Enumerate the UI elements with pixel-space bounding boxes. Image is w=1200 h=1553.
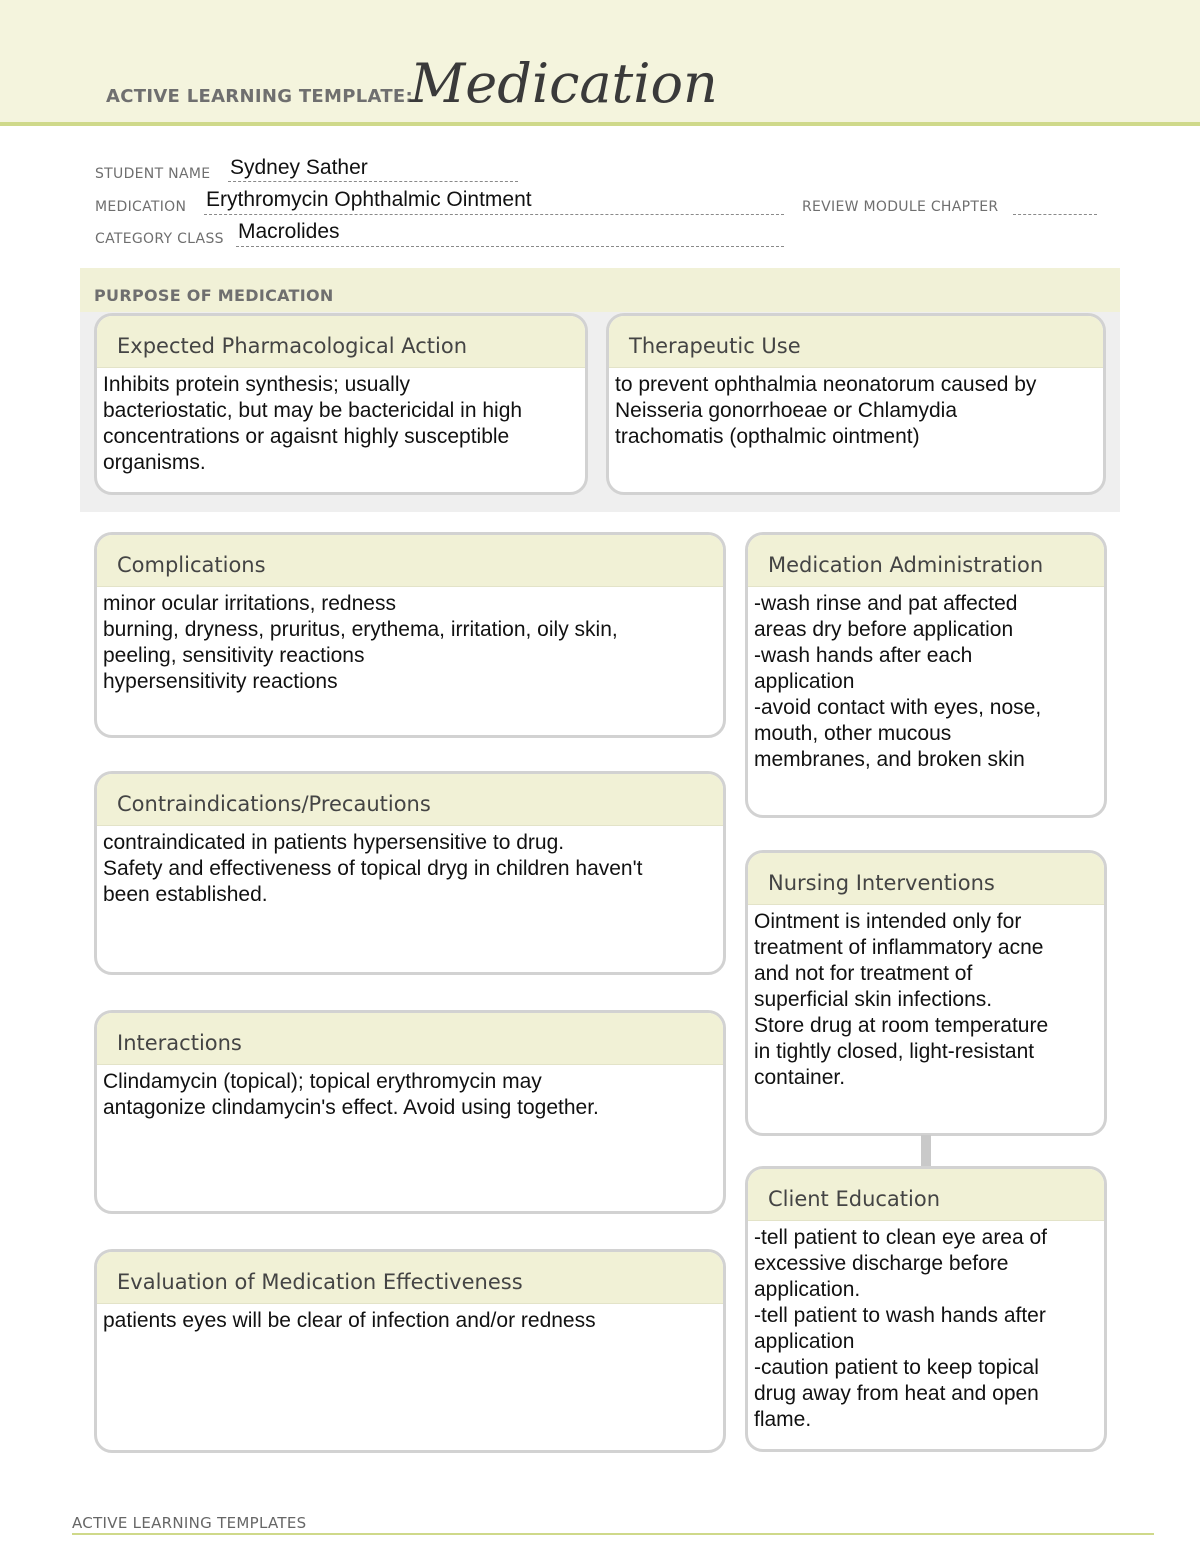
administration-body: [748, 587, 1104, 773]
therapeutic-use-heading: Therapeutic Use: [609, 316, 1103, 368]
interactions-heading: Interactions: [97, 1013, 723, 1065]
client-education-line: excessive discharge before: [754, 1252, 1009, 1275]
contraindications-line: Safety and effectiveness of topical dryg in children haven't: [103, 857, 643, 880]
administration-line: membranes, and broken skin: [754, 748, 1025, 771]
medication-label: MEDICATION: [95, 199, 187, 215]
client-education-heading: Client Education: [748, 1169, 1104, 1221]
expected-action-heading: Expected Pharmacological Action: [97, 316, 585, 368]
expected-action-body: [97, 368, 585, 476]
nursing-card: [745, 850, 1107, 1136]
nursing-line: Store drug at room temperature: [754, 1014, 1049, 1037]
client-education-line: -tell patient to wash hands after: [754, 1304, 1046, 1327]
client-education-line: application.: [754, 1278, 861, 1301]
therapeutic-use-line: Neisseria gonorrhoeae or Chlamydia: [615, 399, 958, 422]
expected-action-line: concentrations or agaisnt highly susceptible: [103, 425, 510, 448]
expected-action-line: bacteriostatic, but may be bactericidal in high: [103, 399, 523, 422]
student-name-field[interactable]: Sydney Sather: [230, 156, 368, 179]
nursing-line: Ointment is intended only for: [754, 910, 1022, 933]
contraindications-line: been established.: [103, 883, 268, 906]
connector-bar: [921, 1135, 931, 1167]
complications-line: peeling, sensitivity reactions: [103, 644, 365, 667]
evaluation-heading: Evaluation of Medication Effectiveness: [97, 1252, 723, 1304]
client-education-body: [748, 1221, 1104, 1433]
category-class-label: CATEGORY CLASS: [95, 231, 224, 247]
interactions-line: antagonize clindamycin's effect. Avoid using together.: [103, 1096, 599, 1119]
footer-rule: [72, 1533, 1154, 1535]
administration-line: -wash rinse and pat affected: [754, 592, 1018, 615]
contraindications-line: contraindicated in patients hypersensitive to drug.: [103, 831, 565, 854]
evaluation-line: patients eyes will be clear of infection and/or redness: [103, 1309, 596, 1332]
interactions-card: [94, 1010, 726, 1214]
expected-action-card: [94, 313, 588, 495]
administration-line: mouth, other mucous: [754, 722, 952, 745]
expected-action-line: organisms.: [103, 451, 206, 474]
category-class-line: [236, 246, 784, 247]
review-module-label: REVIEW MODULE CHAPTER: [802, 199, 999, 215]
footer-label: ACTIVE LEARNING TEMPLATES: [72, 1514, 307, 1532]
expected-action-line: Inhibits protein synthesis; usually: [103, 373, 410, 396]
administration-line: -avoid contact with eyes, nose,: [754, 696, 1042, 719]
category-class-field[interactable]: Macrolides: [238, 220, 340, 243]
client-education-line: application: [754, 1330, 855, 1353]
therapeutic-use-line: to prevent ophthalmia neonatorum caused by: [615, 373, 1037, 396]
client-education-card: [745, 1166, 1107, 1452]
complications-line: hypersensitivity reactions: [103, 670, 338, 693]
complications-heading: Complications: [97, 535, 723, 587]
nursing-body: [748, 905, 1104, 1091]
complications-line: burning, dryness, pruritus, erythema, irritation, oily skin,: [103, 618, 618, 641]
header-rule: [0, 122, 1200, 126]
client-education-line: drug away from heat and open: [754, 1382, 1039, 1405]
complications-body: [97, 587, 723, 695]
therapeutic-use-card: [606, 313, 1106, 495]
administration-heading: Medication Administration: [748, 535, 1104, 587]
medication-line: [204, 214, 784, 215]
nursing-heading: Nursing Interventions: [748, 853, 1104, 905]
therapeutic-use-body: [609, 368, 1103, 450]
evaluation-body: [97, 1304, 723, 1334]
complications-card: [94, 532, 726, 738]
review-module-line: [1013, 214, 1097, 215]
student-name-label: STUDENT NAME: [95, 166, 211, 182]
interactions-line: Clindamycin (topical); topical erythromycin may: [103, 1070, 542, 1093]
therapeutic-use-line: trachomatis (opthalmic ointment): [615, 425, 920, 448]
page-title: Medication: [410, 52, 718, 115]
nursing-line: container.: [754, 1066, 846, 1089]
template-label: ACTIVE LEARNING TEMPLATE:: [106, 86, 413, 107]
complications-line: minor ocular irritations, redness: [103, 592, 396, 615]
nursing-line: and not for treatment of: [754, 962, 973, 985]
evaluation-card: [94, 1249, 726, 1453]
nursing-line: treatment of inflammatory acne: [754, 936, 1044, 959]
contraindications-card: [94, 771, 726, 975]
student-name-line: [228, 181, 518, 182]
contraindications-body: [97, 826, 723, 908]
client-education-line: -caution patient to keep topical: [754, 1356, 1039, 1379]
contraindications-heading: Contraindications/Precautions: [97, 774, 723, 826]
administration-card: [745, 532, 1107, 818]
administration-line: -wash hands after each: [754, 644, 973, 667]
nursing-line: in tightly closed, light-resistant: [754, 1040, 1035, 1063]
client-education-line: flame.: [754, 1408, 812, 1431]
nursing-line: superficial skin infections.: [754, 988, 993, 1011]
administration-line: areas dry before application: [754, 618, 1014, 641]
administration-line: application: [754, 670, 855, 693]
interactions-body: [97, 1065, 723, 1121]
client-education-line: -tell patient to clean eye area of: [754, 1226, 1048, 1249]
medication-field[interactable]: Erythromycin Ophthalmic Ointment: [206, 188, 532, 211]
purpose-title: PURPOSE OF MEDICATION: [94, 286, 334, 305]
